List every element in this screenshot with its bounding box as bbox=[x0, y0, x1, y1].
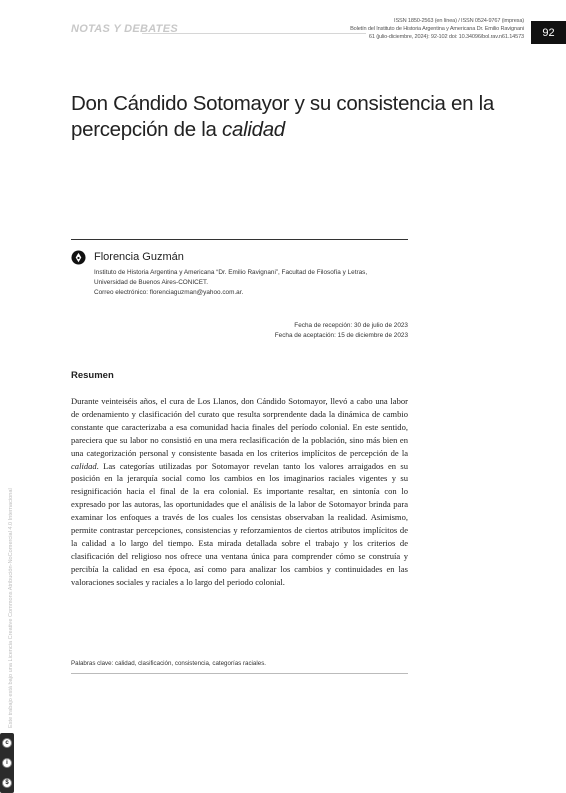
received-date: Fecha de recepción: 30 de julio de 2023 bbox=[294, 322, 408, 329]
orcid-pen-icon bbox=[71, 250, 86, 265]
creative-commons-icon[interactable] bbox=[0, 733, 14, 793]
keywords-divider bbox=[71, 673, 408, 674]
author-email: Correo electrónico: florenciaguzman@yahoo.com.ar. bbox=[94, 289, 244, 297]
journal-line: Boletín del Instituto de Historia Argentina y Americana Dr. Emilio Ravignani bbox=[350, 25, 524, 32]
by-icon: i bbox=[2, 758, 12, 768]
author-name: Florencia Guzmán bbox=[94, 251, 184, 263]
affiliation-line-1: Instituto de Historia Argentina y Americana “Dr. Emilio Ravignani”, Facultad de Filosofía y Letras, bbox=[94, 269, 368, 276]
abstract-text-1: Durante veinteiséis años, el cura de Los Llanos, don Cándido Sotomayor, llevó a cabo una labor de ordenamiento y clasificación del curato que resulta sorprendente dada la dinámica de cambio constante que caracterizaba a esa comunidad hacia finales del período colonial. En este sentido, pareciera que su labor no consistió en una mera reclasificación de la población, sino más bien en una categorización personal y consistente basada en los criterios implícitos de percepción de la bbox=[71, 396, 408, 458]
page-number: 92 bbox=[531, 21, 566, 44]
abstract-body bbox=[71, 395, 408, 589]
journal-meta bbox=[324, 18, 524, 41]
issue-line: 61 (julio-diciembre, 2024): 92-102 doi: 10.34096/bol.rav.n61.14573 bbox=[368, 33, 524, 40]
title-main: Don Cándido Sotomayor y su consistencia en la percepción de la bbox=[71, 92, 494, 141]
accepted-date: Fecha de aceptación: 15 de diciembre de 2023 bbox=[274, 331, 408, 339]
article-title bbox=[71, 91, 511, 143]
license-text: Este trabajo está bajo una Licencia Creative Commons Atribución-NoComercial 4.0 Internacional bbox=[8, 488, 14, 728]
keywords: Palabras clave: calidad, clasificación, consistencia, categorías raciales. bbox=[71, 660, 267, 667]
author-affiliation bbox=[94, 268, 414, 299]
issn-line: ISSN 1850-2563 (en línea) / ISSN 0524-9767 (impresa) bbox=[394, 18, 524, 24]
nc-icon: $ bbox=[2, 778, 12, 788]
abstract-heading: Resumen bbox=[71, 370, 114, 381]
affiliation-line-2: Universidad de Buenos Aires-CONICET. bbox=[94, 279, 209, 287]
abstract-text-2: . Las categorías utilizadas por Sotomayor revelan tanto los valores arraigados en su posición en la jerarquía social como los cambios en los imaginarios raciales vigentes y su resignificación hacia el final de la era colonial. Es importante resaltar, en sintonía con lo expresado por las autoras, las oportunidades que el análisis de la labor de Sotomayor brinda para examinar los enfoques a través de los cuales los censistas observaban la realidad. Asimismo, permite contrastar percepciones, consistencias y reforzamientos de ciertos atributos implícitos de la calidad a lo largo del tiempo. Esta mirada detallada sobre el trabajo y los criterios de clasificación del religioso nos ofrece una ventana única para comprender cómo se construía y percibía la calidad en esa época, así como para analizar los cambios y continuidades en las valoraciones sociales y raciales a lo largo del periodo colonial. bbox=[71, 460, 408, 587]
section-label: NOTAS Y DEBATES bbox=[71, 23, 178, 35]
abstract-italic: calidad bbox=[71, 460, 97, 471]
submission-dates bbox=[200, 321, 408, 340]
title-italic: calidad bbox=[222, 118, 285, 141]
author-divider bbox=[71, 239, 408, 240]
cc-icon: c bbox=[2, 738, 12, 748]
